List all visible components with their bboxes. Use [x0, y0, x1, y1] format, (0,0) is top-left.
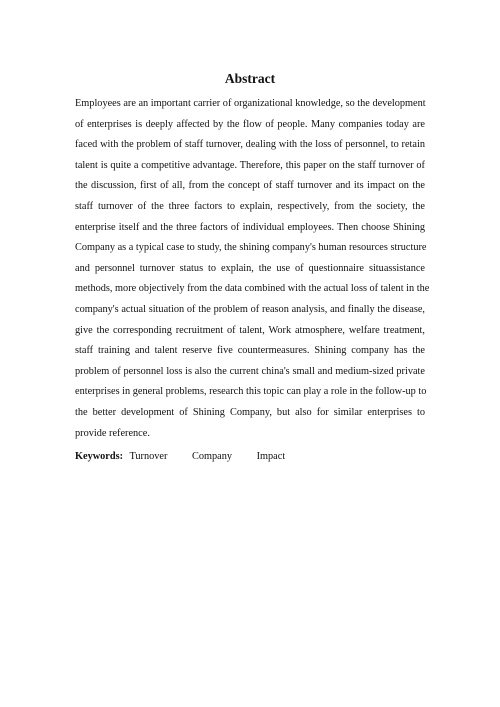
abstract-line: Company as a typical case to study, the shining company's human resources structure: [75, 242, 427, 254]
abstract-title: Abstract: [224, 71, 276, 86]
keyword-item: Impact: [256, 451, 286, 462]
abstract-line: provide reference.: [75, 427, 150, 439]
abstract-line: staff turnover of the three factors to explain, respectively, from the society, the: [75, 200, 425, 212]
abstract-line: Employees are an important carrier of organizational knowledge, so the development: [75, 98, 426, 109]
abstract-line: enterprise itself and the three factors of individual employees. Then choose Shining: [75, 221, 425, 233]
abstract-line: methods, more objectively from the data combined with the actual loss of talent in the: [75, 283, 430, 295]
keyword-item: Company: [191, 451, 233, 462]
abstract-line: of enterprises is deeply affected by the flow of people. Many companies today are: [75, 118, 425, 130]
abstract-line: company's actual situation of the problem of reason analysis, and finally the disease,: [75, 303, 425, 315]
abstract-line: problem of personnel loss is also the current china's small and medium-sized private: [75, 365, 425, 377]
keyword-item: Turnover: [129, 451, 168, 462]
abstract-line: staff training and talent reserve five countermeasures. Shining company has the: [75, 345, 425, 357]
abstract-line: enterprises in general problems, research this topic can play a role in the follow-up to: [75, 386, 427, 398]
abstract-line: faced with the problem of staff turnover, dealing with the loss of personnel, to retain: [75, 139, 425, 151]
abstract-line: the better development of Shining Company, but also for similar enterprises to: [75, 406, 425, 418]
keywords-line: [75, 448, 307, 466]
abstract-body: [75, 94, 430, 444]
abstract-line: and personnel turnover status to explain, the use of questionnaire situassistance: [75, 262, 425, 274]
abstract-line: talent is quite a competitive advantage. Therefore, this paper on the staff turnover of: [75, 159, 425, 171]
abstract-line: the discussion, first of all, from the concept of staff turnover and its impact on the: [75, 180, 425, 192]
abstract-line: give the corresponding recruitment of talent, Work atmosphere, welfare treatment,: [75, 324, 425, 336]
keywords-label: Keywords:: [75, 451, 124, 462]
